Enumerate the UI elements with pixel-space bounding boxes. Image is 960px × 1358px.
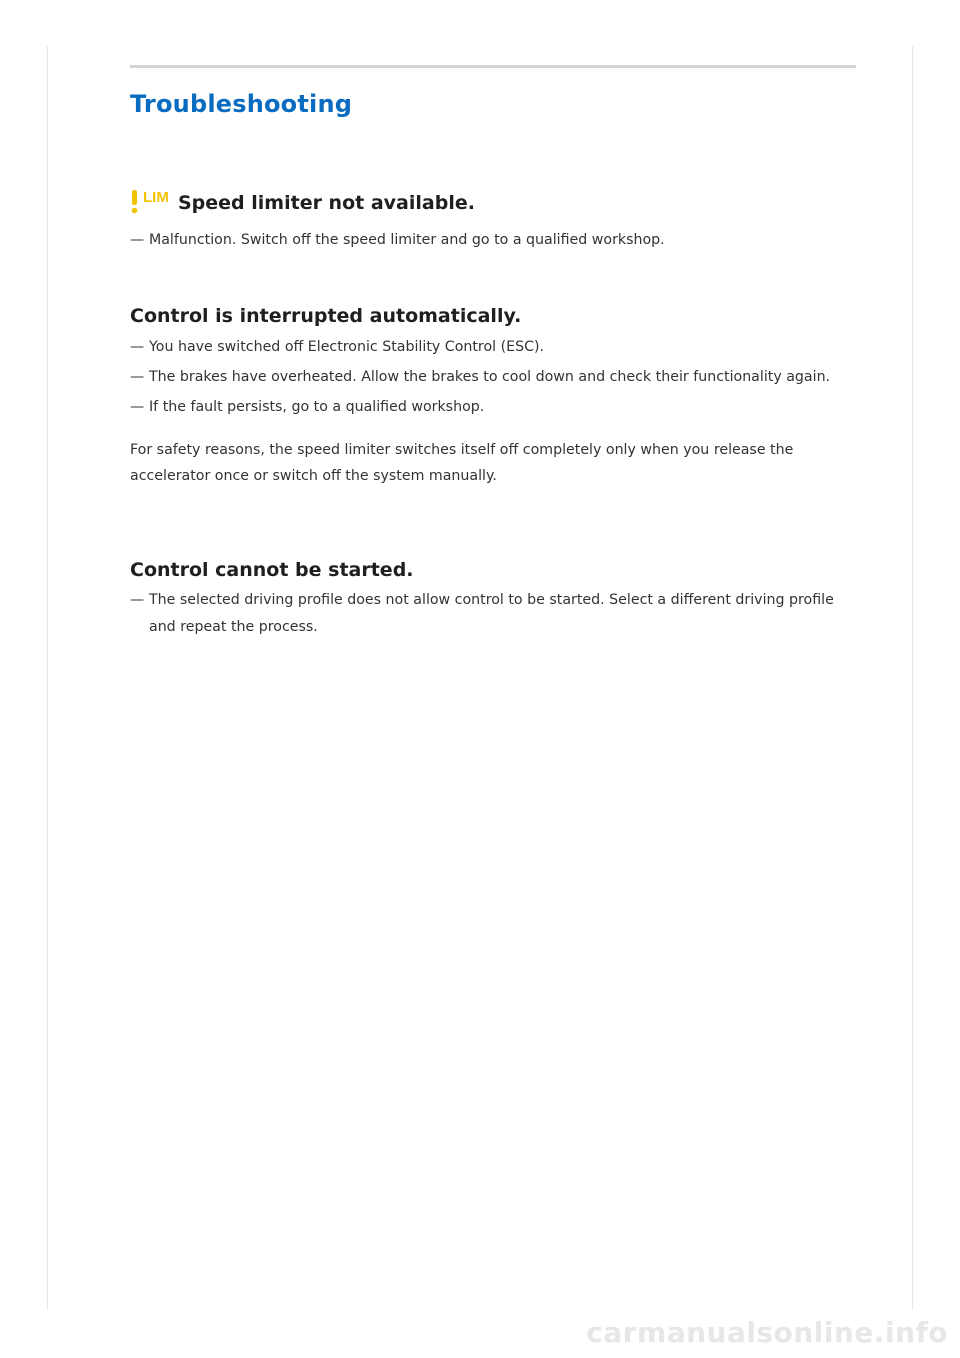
list-item (130, 364, 850, 391)
list-item (130, 394, 850, 421)
list-item (130, 334, 850, 361)
watermark: carmanualsonline.info (586, 1316, 948, 1349)
header-rule (130, 65, 856, 68)
page-title: Troubleshooting (130, 90, 353, 118)
section-speed-limiter-unavailable (130, 188, 850, 254)
section-control-interrupted (130, 303, 850, 489)
warning-icon-label: LIM (143, 189, 169, 206)
list-item (130, 227, 850, 254)
list-item-text: If the fault persists, go to a qualified workshop. (149, 399, 485, 415)
list-item-text: The brakes have overheated. Allow the brakes to cool down and check their functionality again. (149, 369, 831, 385)
safety-note: For safety reasons, the speed limiter switches itself off completely only when you release the accelerator once or switch off the system manually. (130, 442, 794, 484)
list-item-text: The selected driving profile does not allow control to be started. Select a different driving profile and repeat the process. (149, 592, 834, 635)
list-item-text: You have switched off Electronic Stability Control (ESC). (149, 339, 545, 355)
bullet-dash: — (130, 339, 145, 355)
left-margin-line (47, 46, 48, 1310)
bullet-dash: — (130, 592, 145, 608)
section-heading-text: Speed limiter not available. (178, 192, 475, 214)
bullet-dash: — (130, 399, 145, 415)
section-control-not-started (130, 557, 850, 641)
bullet-dash: — (130, 232, 145, 248)
section-heading: Control cannot be started. (130, 559, 414, 581)
section-heading: Control is interrupted automatically. (130, 305, 522, 327)
list-item-text: Malfunction. Switch off the speed limiter and go to a qualified workshop. (149, 232, 665, 248)
speed-limiter-warning-icon (130, 185, 172, 215)
right-margin-line (912, 46, 913, 1310)
section-heading (130, 188, 850, 218)
bullet-dash: — (130, 369, 145, 385)
list-item (130, 587, 850, 641)
